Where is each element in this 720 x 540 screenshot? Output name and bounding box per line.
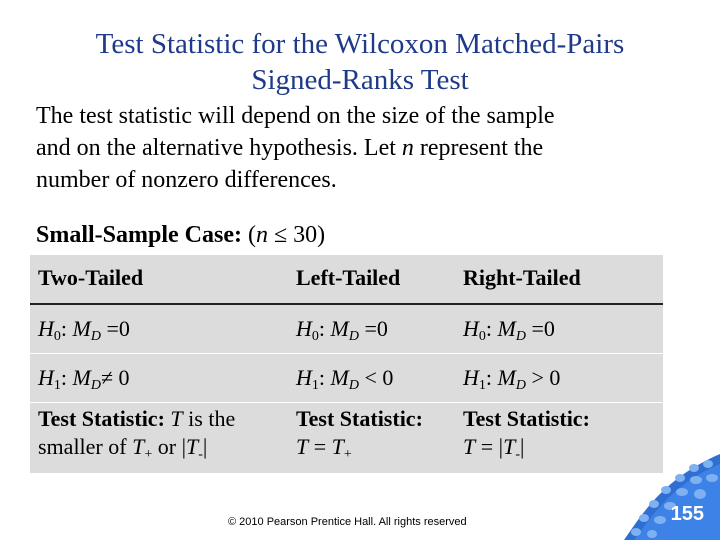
relation: =0 [358, 316, 388, 341]
page-number: 155 [670, 503, 704, 525]
stat-label: Test Statistic: [296, 406, 423, 431]
equals: = | [475, 434, 504, 459]
t-symbol: T [185, 434, 199, 459]
t-subscript: + [144, 447, 153, 462]
t-subscript: - [198, 447, 203, 462]
m-symbol: M [330, 365, 349, 390]
case-variable: n [256, 222, 268, 248]
h0-two-tailed [38, 315, 130, 343]
h-symbol: H [296, 365, 312, 390]
intro-text: represent the [413, 135, 544, 161]
h1-left-tailed [296, 364, 393, 392]
colon: : [318, 316, 331, 341]
h-subscript: 1 [311, 378, 319, 393]
t-symbol: T [170, 406, 183, 431]
relation: < 0 [358, 365, 394, 390]
t-subscript: + [343, 447, 352, 462]
h0-left-tailed [296, 315, 388, 343]
h-symbol: H [463, 316, 479, 341]
m-subscript: D [515, 378, 526, 393]
table-row-h0 [30, 305, 663, 354]
t-symbol: T [296, 434, 309, 459]
h-subscript: 1 [478, 378, 486, 393]
title-line-1: Test Statistic for the Wilcoxon Matched-Pairs [95, 28, 625, 60]
relation: > 0 [525, 365, 561, 390]
m-symbol: M [72, 316, 91, 341]
stat-text: smaller of [38, 434, 133, 459]
relation: =0 [525, 316, 555, 341]
header-right-tailed: Right-Tailed [463, 265, 581, 290]
h-subscript: 0 [311, 329, 319, 344]
h1-two-tailed [38, 364, 130, 392]
m-subscript: D [90, 329, 101, 344]
intro-text: and on the alternative hypothesis. Let [36, 135, 402, 161]
relation: ≠ 0 [100, 365, 130, 390]
table-row-h1 [30, 354, 663, 403]
copyright-footer: © 2010 Pearson Prentice Hall. All rights reserved [228, 516, 467, 528]
t-symbol: T [132, 434, 145, 459]
m-symbol: M [497, 365, 516, 390]
title-line-2: Signed-Ranks Test [251, 64, 469, 96]
header-left-tailed: Left-Tailed [296, 265, 401, 290]
corner-dot-graphic [624, 454, 720, 540]
stat-left-line-2 [296, 433, 423, 461]
case-paren: ( [242, 222, 256, 248]
stat-right-line-2 [463, 433, 590, 461]
stat-left-tailed [296, 405, 423, 461]
stat-two-line-1 [38, 405, 235, 433]
t-symbol: T [463, 434, 476, 459]
stat-text: | [202, 434, 208, 459]
m-subscript: D [348, 329, 359, 344]
h1-right-tailed [463, 364, 560, 392]
t-subscript: - [515, 447, 520, 462]
relation: =0 [100, 316, 130, 341]
stat-right-tailed [463, 405, 590, 461]
stat-two-tailed [38, 405, 235, 461]
stat-two-line-2 [38, 433, 235, 461]
colon: : [485, 316, 498, 341]
colon: : [485, 365, 498, 390]
h-symbol: H [296, 316, 312, 341]
table-header-row [30, 255, 663, 305]
m-subscript: D [348, 378, 359, 393]
intro-variable: n [401, 135, 414, 161]
intro-paragraph [36, 100, 676, 196]
stat-left-line-1 [296, 405, 423, 433]
m-subscript: D [515, 329, 526, 344]
h-symbol: H [38, 365, 54, 390]
h-subscript: 0 [53, 329, 61, 344]
case-condition: ≤ 30) [268, 222, 326, 248]
table-row-test-statistic [30, 403, 663, 473]
slide-title [0, 26, 720, 98]
stat-text: or | [152, 434, 186, 459]
hypothesis-table [30, 255, 663, 473]
m-symbol: M [330, 316, 349, 341]
m-symbol: M [72, 365, 91, 390]
t-symbol: T [503, 434, 516, 459]
colon: : [318, 365, 331, 390]
colon: : [60, 365, 73, 390]
m-symbol: M [497, 316, 516, 341]
stat-text: is the [182, 406, 236, 431]
t-symbol: T [331, 434, 344, 459]
h0-right-tailed [463, 315, 555, 343]
intro-line-3: number of nonzero differences. [36, 167, 337, 193]
m-subscript: D [90, 378, 101, 393]
stat-label: Test Statistic: [463, 406, 590, 431]
stat-label: Test Statistic: [38, 406, 165, 431]
h-symbol: H [463, 365, 479, 390]
case-label: Small-Sample Case: [36, 222, 242, 248]
colon: : [60, 316, 73, 341]
intro-line-2 [36, 132, 676, 164]
equals: = [308, 434, 332, 459]
h-symbol: H [38, 316, 54, 341]
h-subscript: 1 [53, 378, 61, 393]
small-sample-heading [36, 220, 325, 250]
header-two-tailed: Two-Tailed [38, 265, 144, 290]
stat-right-line-1 [463, 405, 590, 433]
stat-text: | [519, 434, 525, 459]
h-subscript: 0 [478, 329, 486, 344]
intro-line-1: The test statistic will depend on the size of the sample [36, 103, 555, 129]
